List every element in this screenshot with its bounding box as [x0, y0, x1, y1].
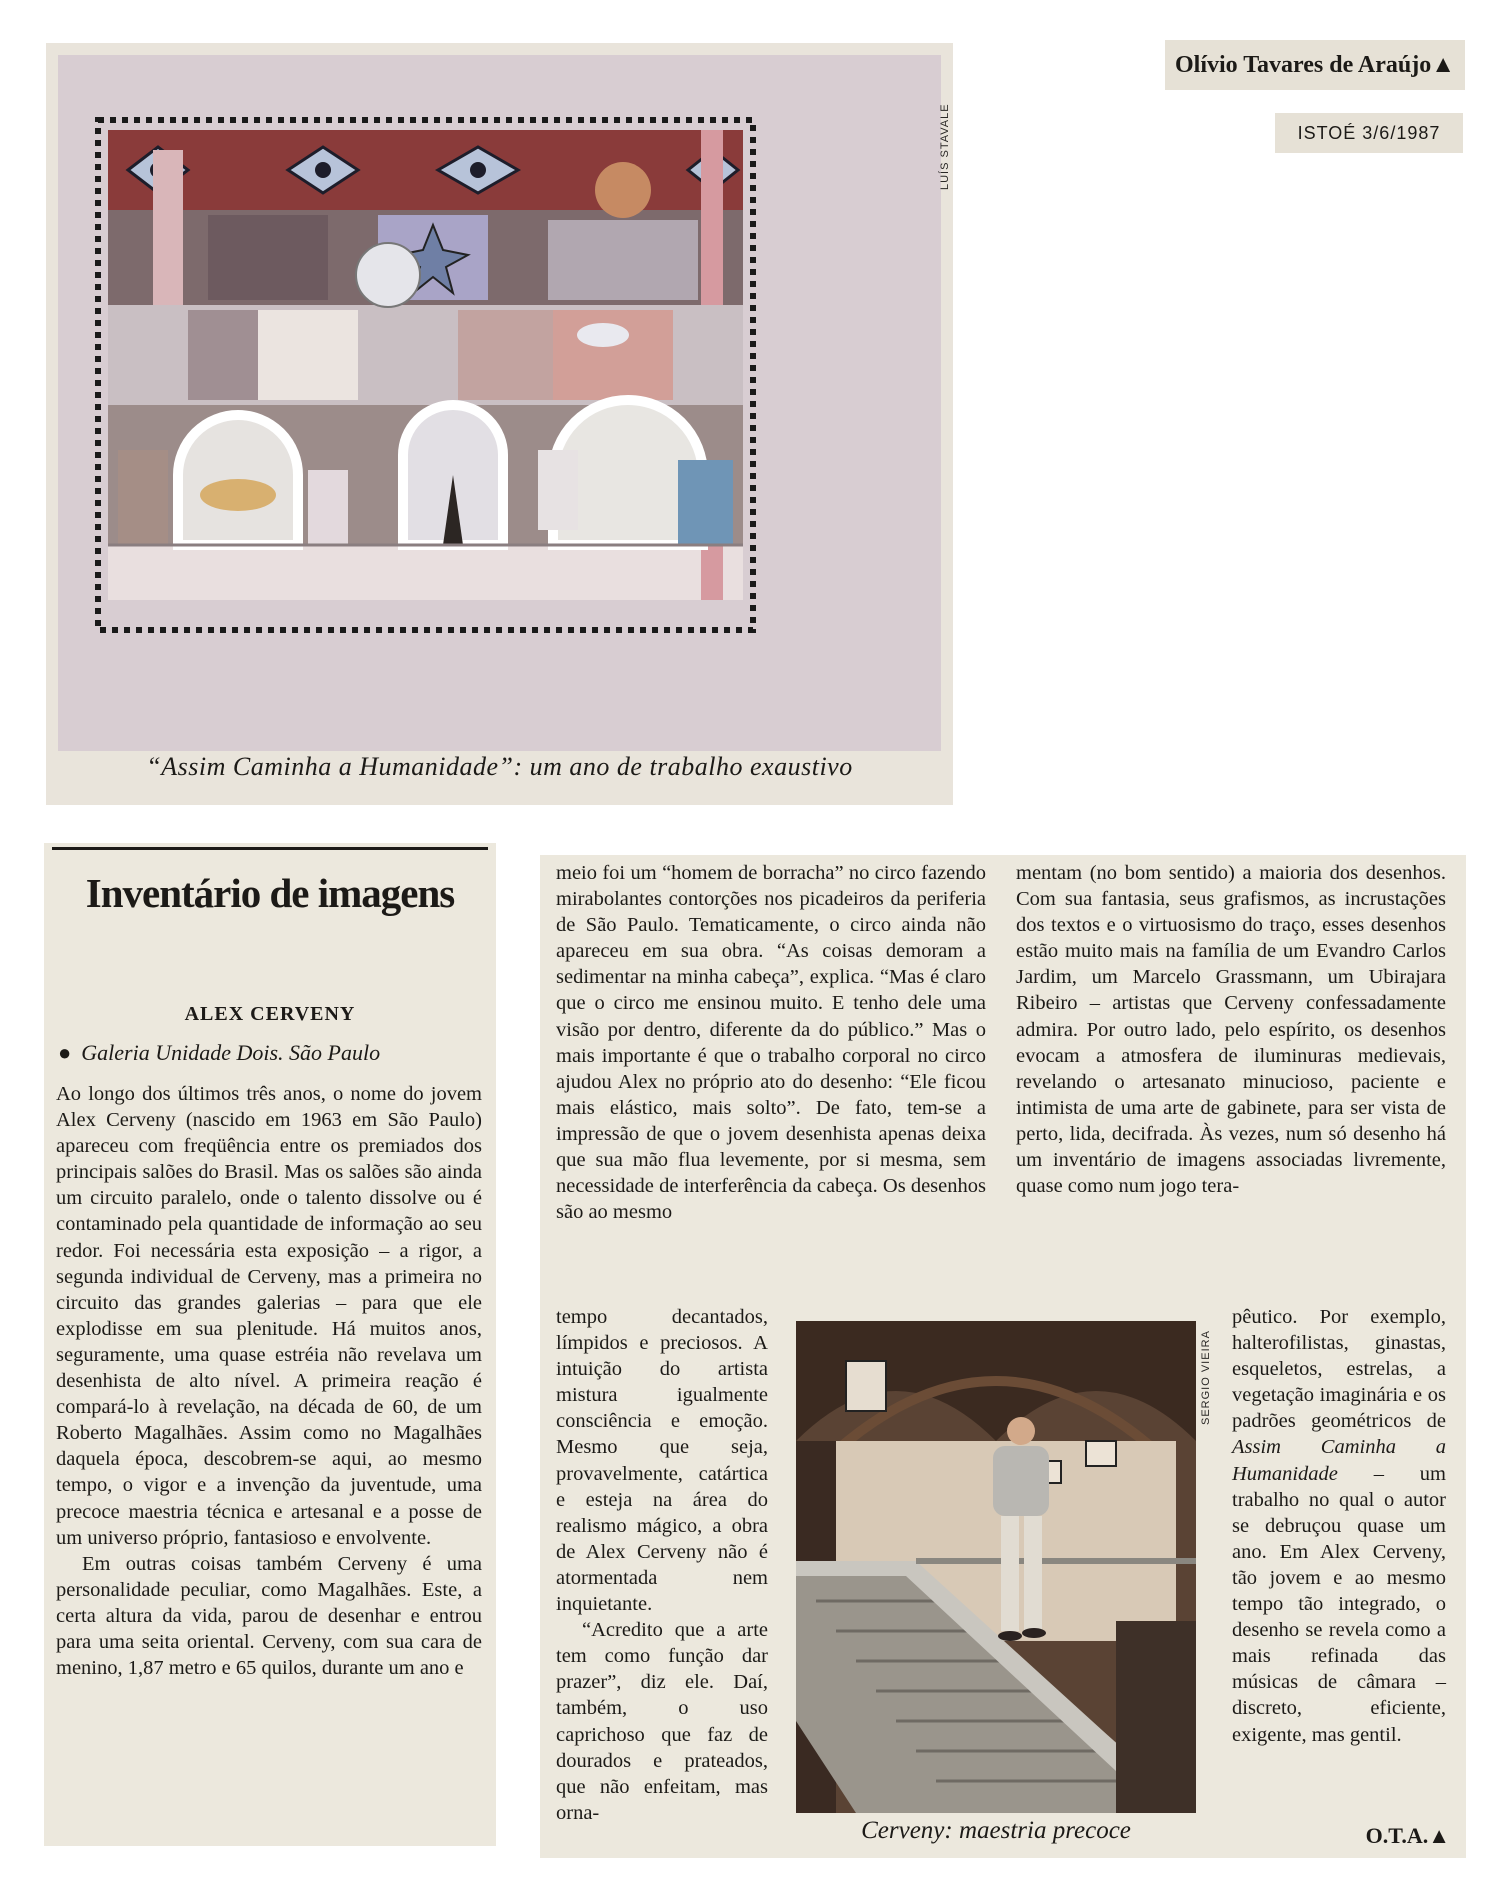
- paragraph: “Acredito que a arte tem como função dar prazer”, diz ele. Daí, também, o uso caprichoso que faz de dourados e prateados, que não enfeitam, mas orna-: [556, 1619, 768, 1824]
- article-title: Inventário de imagens: [85, 870, 455, 916]
- venue-line: [58, 1040, 488, 1066]
- photo-credit: SERGIO VIEIRA: [1200, 1330, 1212, 1425]
- artwork-photo-clipping: [46, 43, 953, 805]
- paragraph: meio foi um “homem de borracha” no circo fazendo mirabolantes contorções nos picadeiros da periferia de São Paulo. Tematicamente, o circo ainda não apareceu em sua obra. “As coisas demoram a sedimentar na minha cabeça”, explica. “Mas é claro que o circo me ensinou muito. E tenho dele uma visão por dentro, diferente da do público.” Mas o mais importante é que o trabalho corporal no circo ajudou Alex no próprio ato do desenho: “Ele ficou mais elástico, mais solto”. De fato, tem-se a impressão de que o jovem desenhista apenas deixa que sua mão flua levemente, por si mesma, sem necessidade de interferência da cabeça. Os desenhos são ao mesmo: [556, 862, 986, 1224]
- author-label: Olívio Tavares de Araújo▲: [1165, 40, 1465, 90]
- author-signature: O.T.A.▲: [1365, 1823, 1450, 1848]
- source-label: ISTOÉ 3/6/1987: [1275, 113, 1463, 153]
- venue-text: Galeria Unidade Dois. São Paulo: [81, 1040, 381, 1065]
- right-column-bottom: [1232, 1304, 1446, 1748]
- paragraph: Ao longo dos últimos três anos, o nome do jovem Alex Cerveny (nascido em 1963 em São Paulo) apareceu com freqüência entre os premiados dos principais salões do Brasil. Mas os salões são ainda um circuito paralelo, onde o talento dissolve ou é contaminado pela quantidade de informação ao seu redor. Foi necessária esta exposição – a rigor, a segunda individual de Cerveny, mas a primeira no circuito das grandes galerias – para que ele explodisse em sua plenitude. Há muitos anos, seguramente, uma quase estréia não revelava um desenhista de alto nível. A primeira reação é compará-lo à revelação, na década de 60, de um Roberto Magalhães. Assim como no Magalhães daquela época, descobrem-se aqui, ao mesmo tempo, o vigor e a invenção da juventude, uma precoce maestria técnica e artesanal e a posse de um universo próprio, fantasioso e envolvente.: [56, 1083, 482, 1549]
- paragraph: [1232, 1304, 1446, 1748]
- paragraph: mentam (no bom sentido) a maioria dos desenhos. Com sua fantasia, seus grafismos, as incrustações dos textos e o virtuosismo do traço, esses desenhos estão muito mais na família de um Evandro Carlos Jardim, um Marcelo Grassmann, um Ubirajara Ribeiro – artistas que Cerveny confessadamente admira. Por outro lado, pelo espírito, os desenhos evocam a atmosfera de iluminuras medievais, revelando o artesanato minucioso, paciente e intimista de uma arte de gabinete, para ser vista de perto, lida, decifrada. Às vezes, num só desenho há um inventário de imagens associadas livremente, quase como num jogo tera-: [1016, 862, 1446, 1198]
- artist-name: ALEX CERVENY: [184, 1003, 356, 1025]
- middle-column-bottom: [556, 1304, 768, 1826]
- paragraph: tempo decantados, límpidos e preciosos. A intuição do artista mistura igualmente consciência e emoção. Mesmo que seja, provavelmente, catártica e esteja na área do realismo mágico, a obra de Alex Cerveny não é atormentada nem inquietante.: [556, 1306, 768, 1616]
- article-left-column: [44, 843, 496, 1846]
- artwork-title-italic: Assim Caminha a Humanidade: [1232, 1436, 1446, 1485]
- middle-column-top: [556, 860, 986, 1225]
- title-rule: [52, 847, 488, 850]
- text-run: pêutico. Por exemplo, halterofilistas, ginastas, esqueletos, estrelas, a vegetação imaginária e os padrões geométricos de: [1232, 1306, 1446, 1433]
- bullet-icon: ●: [58, 1040, 72, 1065]
- artwork-photo: [58, 55, 941, 751]
- photo-caption: Cerveny: maestria precoce: [861, 1817, 1131, 1844]
- paragraph: Em outras coisas também Cerveny é uma personalidade peculiar, como Magalhães. Este, a certa altura da vida, parou de desenhar e entrou para uma seita oriental. Cerveny, com sua cara de menino, 1,87 metro e 65 quilos, durante um ano e: [56, 1552, 482, 1680]
- photo-credit: LUÍS STAVALE: [939, 103, 951, 190]
- left-body: [56, 1081, 482, 1681]
- right-column-top: [1016, 860, 1446, 1199]
- text-run: – um trabalho no qual o autor se debruçou quase um ano. Em Alex Cerveny, tão jovem e ao mesmo tempo tão integrado, o desenho se revela como a mais refinada das músicas de câmara – discreto, eficiente, exigente, mas gentil.: [1232, 1462, 1446, 1746]
- photo-caption: “Assim Caminha a Humanidade”: um ano de trabalho exaustivo: [146, 752, 853, 781]
- artist-photo: [796, 1321, 1196, 1813]
- article-right-columns: [540, 855, 1466, 1858]
